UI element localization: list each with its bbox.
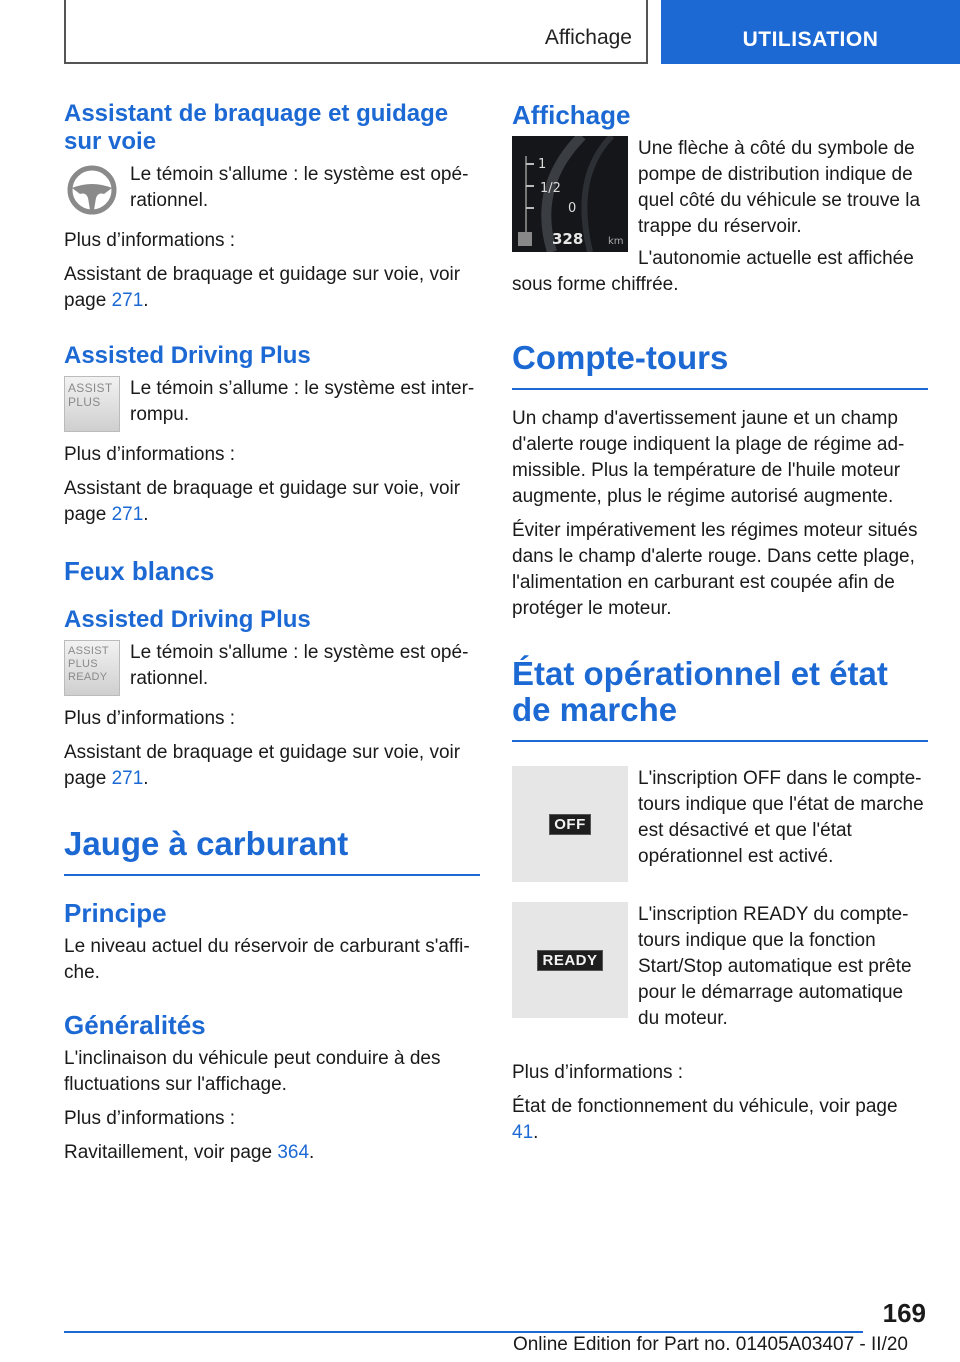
more-info-reference: État de fonctionnement du véhicule, voir page 41.	[512, 1096, 898, 1143]
page-link[interactable]: 271	[111, 504, 144, 525]
off-indicator-image	[512, 766, 628, 882]
more-info-reference: Ravitaillement, voir page 364.	[64, 1142, 315, 1163]
more-info-label: Plus d’informations :	[512, 1062, 684, 1083]
svg-text:km: km	[608, 236, 624, 247]
steering-indicator-row	[64, 162, 480, 218]
heading-white-lights: Feux blancs	[64, 556, 215, 586]
more-info-label: Plus d’informations :	[64, 230, 236, 251]
footer-edition: Online Edition for Part no. 01405A03407 - II/20	[512, 1334, 908, 1355]
fuel-gauge-image	[512, 136, 628, 252]
off-indicator-text: L'inscription OFF dans le compte-tours indique que l'état de marche est désactivé et que l'état opérationnel est activé.	[638, 768, 924, 867]
heading-assisted-driving-plus-ready: Assisted Driving Plus	[64, 606, 311, 633]
more-info-reference: Assistant de braquage et guidage sur voie, voir page 271.	[64, 742, 461, 789]
heading-steering-assistant: Assistant de braquage et guidage sur voie	[64, 100, 449, 155]
heading-assisted-driving-plus: Assisted Driving Plus	[64, 342, 311, 369]
more-info-label: Plus d’informations :	[64, 1108, 236, 1129]
assist-plus-ready-icon: ASSIST PLUS READY	[64, 640, 120, 696]
range-text: L'autonomie actuelle est affichée sous forme chiffrée.	[512, 248, 914, 295]
more-info-label: Plus d’informations :	[64, 708, 236, 729]
assist-plus-icon: ASSIST PLUS	[64, 376, 120, 432]
general-text: L'inclinaison du véhicule peut conduire à des fluctuations sur l'affichage.	[64, 1048, 441, 1095]
more-info-reference: Assistant de braquage et guidage sur voie, voir page 271.	[64, 478, 461, 525]
right-column	[512, 100, 928, 1154]
principle-text: Le niveau actuel du réservoir de carburant s'affi-che.	[64, 936, 470, 983]
svg-text:1: 1	[538, 157, 547, 172]
more-info-reference: Assistant de braquage et guidage sur voie, voir page 271.	[64, 264, 461, 311]
header-section-title: Affichage	[544, 26, 632, 49]
off-tag: OFF	[549, 814, 591, 835]
fuel-display-row	[512, 136, 928, 252]
fuel-arrow-text: Une flèche à côté du symbole de pompe de distribution indique de quel côté du véhicule se trouve la trappe du réservoir.	[638, 138, 921, 237]
assist-plus-indicator-text: Le témoin s’allume : le système est inter-rompu.	[130, 378, 475, 425]
heading-principle: Principe	[64, 898, 167, 928]
heading-general: Généralités	[64, 1010, 206, 1040]
heading-tachometer: Compte-tours	[512, 340, 928, 390]
ready-tag: READY	[537, 950, 602, 971]
page-link[interactable]: 271	[111, 768, 144, 789]
header-chapter-tab	[661, 0, 960, 64]
assist-plus-indicator-row	[64, 376, 480, 432]
page-link[interactable]: 364	[277, 1142, 310, 1163]
page-link[interactable]: 271	[111, 290, 144, 311]
steering-wheel-icon	[64, 162, 120, 218]
ready-indicator-text: L'inscription READY du compte-tours indique que la fonction Start/Stop automatique est prête pour le démarrage automatique du moteur.	[638, 904, 912, 1029]
svg-text:0: 0	[568, 201, 577, 216]
more-info-label: Plus d’informations :	[64, 444, 236, 465]
svg-text:1/2: 1/2	[540, 181, 561, 196]
heading-operating-state: État opérationnel et état de marche	[512, 656, 928, 742]
tachometer-text-2: Éviter impérativement les régimes moteur situés dans le champ d'alerte rouge. Dans cette plage, l'alimentation en carburant est coupée afin de protéger le moteur.	[512, 520, 918, 619]
ready-indicator-row	[512, 902, 928, 1040]
assist-ready-indicator-text: Le témoin s'allume : le système est opé-rationnel.	[130, 642, 469, 689]
tachometer-text-1: Un champ d'avertissement jaune et un champ d'alerte rouge indiquent la plage de régime ad-missible. Plus la température de l'huile moteur augmente, plus le régime autorisé augmente.	[512, 408, 905, 507]
assist-ready-indicator-row	[64, 640, 480, 696]
page-number: 169	[882, 1298, 926, 1328]
off-indicator-row	[512, 766, 928, 882]
heading-display: Affichage	[512, 100, 631, 130]
heading-fuel-gauge: Jauge à carburant	[64, 826, 480, 876]
header-chapter-title: UTILISATION	[742, 28, 879, 51]
left-column	[64, 100, 480, 1174]
footer-divider	[64, 1331, 863, 1333]
svg-text:328: 328	[552, 230, 584, 248]
page-link[interactable]: 41	[512, 1122, 534, 1143]
ready-indicator-image	[512, 902, 628, 1018]
steering-indicator-text: Le témoin s'allume : le système est opé-rationnel.	[130, 164, 469, 211]
header-section-box	[64, 0, 648, 64]
